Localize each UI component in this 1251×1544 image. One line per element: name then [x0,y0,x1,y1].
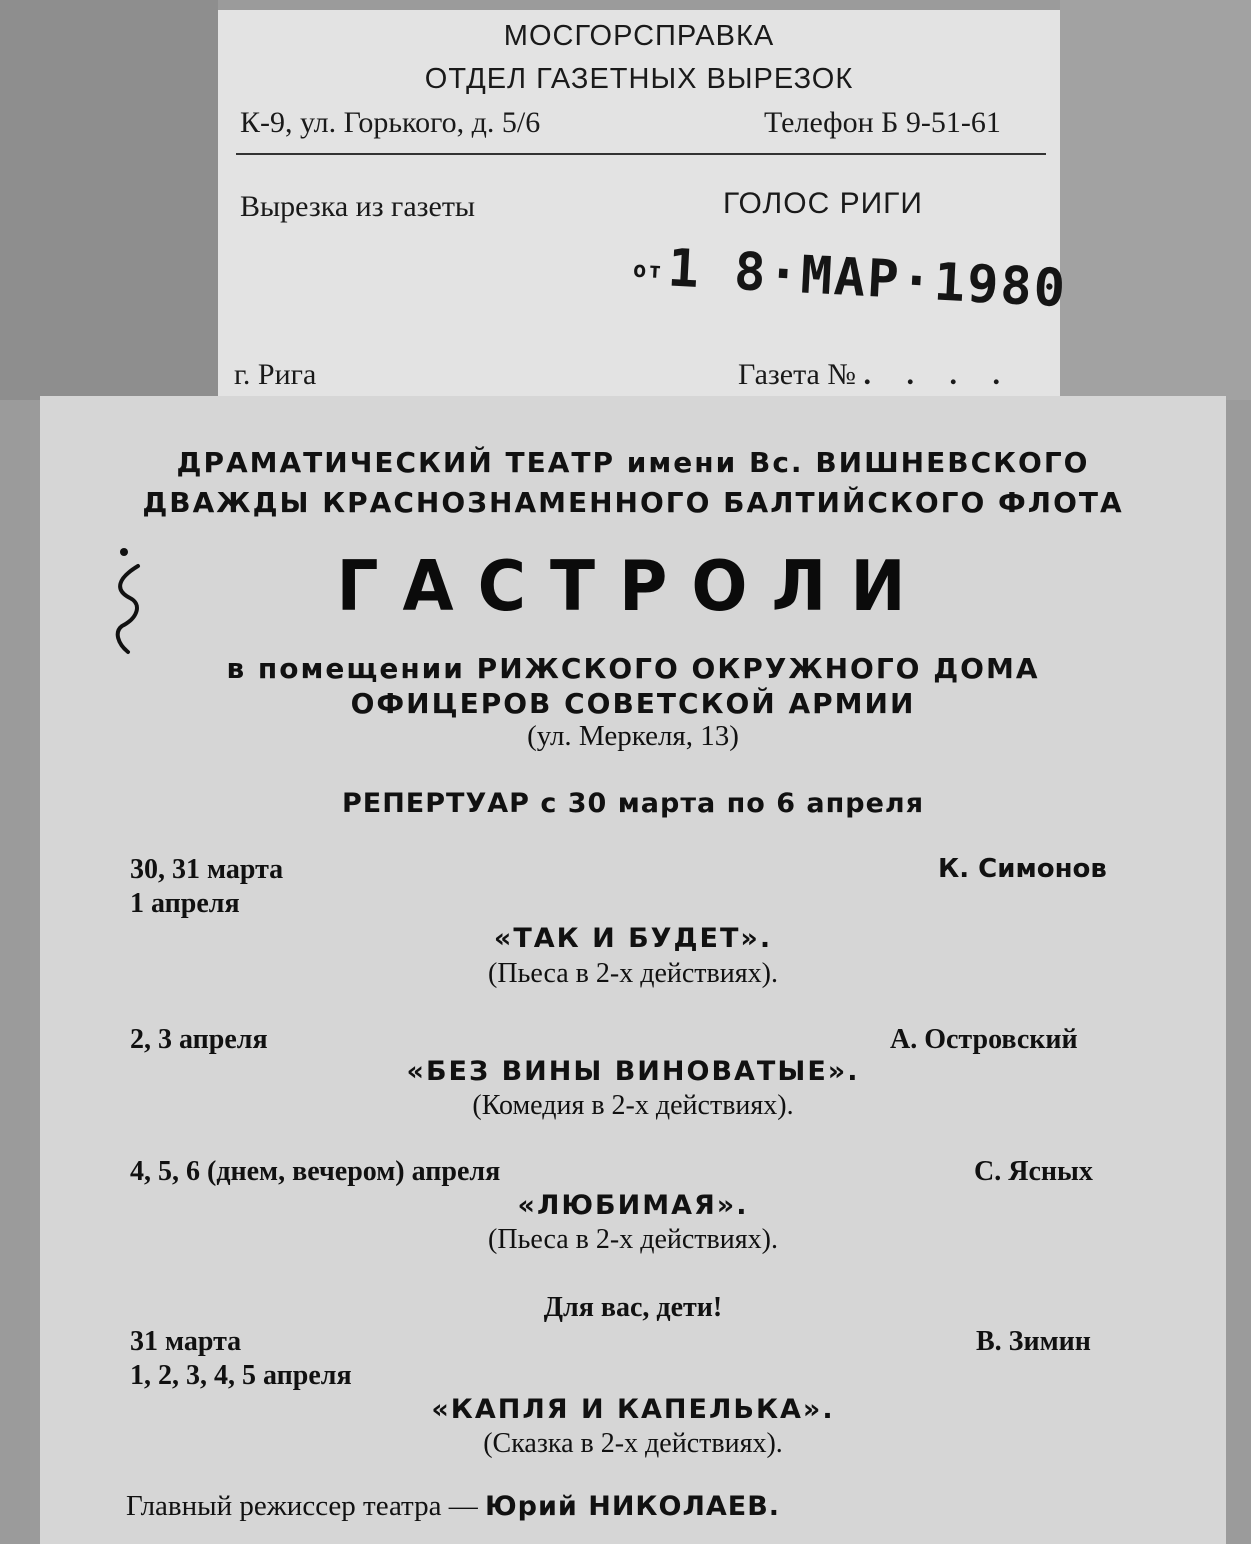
children-play-date-2: 1, 2, 3, 4, 5 апреля [130,1360,352,1391]
director-label: Главный режиссер театра — [126,1490,478,1522]
play-3-title: «ЛЮБИМАЯ». [517,1190,749,1221]
theatre-name-line1: ДРАМАТИЧЕСКИЙ ТЕАТР имени Вс. ВИШНЕВСКОГО [176,446,1090,479]
date-stamp [632,237,1069,320]
newspaper-clipping [40,396,1226,1544]
agency-address: К-9, ул. Горького, д. 5/6 [240,106,541,139]
play-2-author: А. Островский [890,1024,1078,1055]
repertoire-heading: РЕПЕРТУАР с 30 марта по 6 апреля [341,788,925,819]
play-3-author: С. Ясных [974,1156,1093,1187]
children-play-genre: (Сказка в 2-х действиях). [483,1428,783,1459]
play-2-title: «БЕЗ ВИНЫ ВИНОВАТЫЕ». [406,1056,860,1087]
play-1-date-2: 1 апреля [130,888,240,919]
venue-line2: ОФИЦЕРОВ СОВЕТСКОЙ АРМИИ [350,687,916,720]
newspaper-number-label: Газета № [738,358,856,391]
agency-phone: Телефон Б 9-51-61 [764,106,1001,139]
director-name: Юрий НИКОЛАЕВ. [484,1491,781,1522]
play-3-date: 4, 5, 6 (днем, вечером) апреля [130,1156,501,1187]
newspaper-number-dots: . . . . [863,358,1014,391]
newspaper-number [738,358,1014,392]
venue-line1: в помещении РИЖСКОГО ОКРУЖНОГО ДОМА [226,652,1040,685]
director-line [126,1490,780,1523]
play-1-genre: (Пьеса в 2-х действиях). [488,958,778,989]
play-2-genre: (Комедия в 2-х действиях). [472,1090,794,1121]
agency-name: МОСГОРСПРАВКА [503,20,775,52]
clipping-from-label: Вырезка из газеты [240,190,476,223]
play-1-title: «ТАК И БУДЕТ». [493,923,773,954]
play-3-genre: (Пьеса в 2-х действиях). [488,1224,778,1255]
children-play-author: В. Зимин [976,1326,1091,1357]
scan-background-right [1060,0,1251,400]
slip-divider [236,153,1046,155]
department-name: ОТДЕЛ ГАЗЕТНЫХ ВЫРЕЗОК [424,63,854,95]
clipping-bureau-slip [218,10,1069,402]
tour-title: ГАСТРОЛИ [336,546,930,627]
newspaper-name: ГОЛОС РИГИ [723,187,923,220]
date-prefix: от [632,257,665,284]
scan-background-left [0,0,218,400]
play-1-date-1: 30, 31 марта [130,854,284,885]
date-stamp-value: 1 8·МАР·1980 [666,238,1069,320]
children-heading: Для вас, дети! [543,1292,723,1323]
play-2-date: 2, 3 апреля [130,1024,268,1055]
city-label: г. Рига [234,358,317,391]
theatre-name-line2: ДВАЖДЫ КРАСНОЗНАМЕННОГО БАЛТИЙСКОГО ФЛОТА [142,486,1124,519]
venue-address: (ул. Меркеля, 13) [527,720,739,752]
play-1-author: К. Симонов [938,854,1107,884]
children-play-date-1: 31 марта [130,1326,242,1357]
children-play-title: «КАПЛЯ И КАПЕЛЬКА». [431,1394,835,1425]
